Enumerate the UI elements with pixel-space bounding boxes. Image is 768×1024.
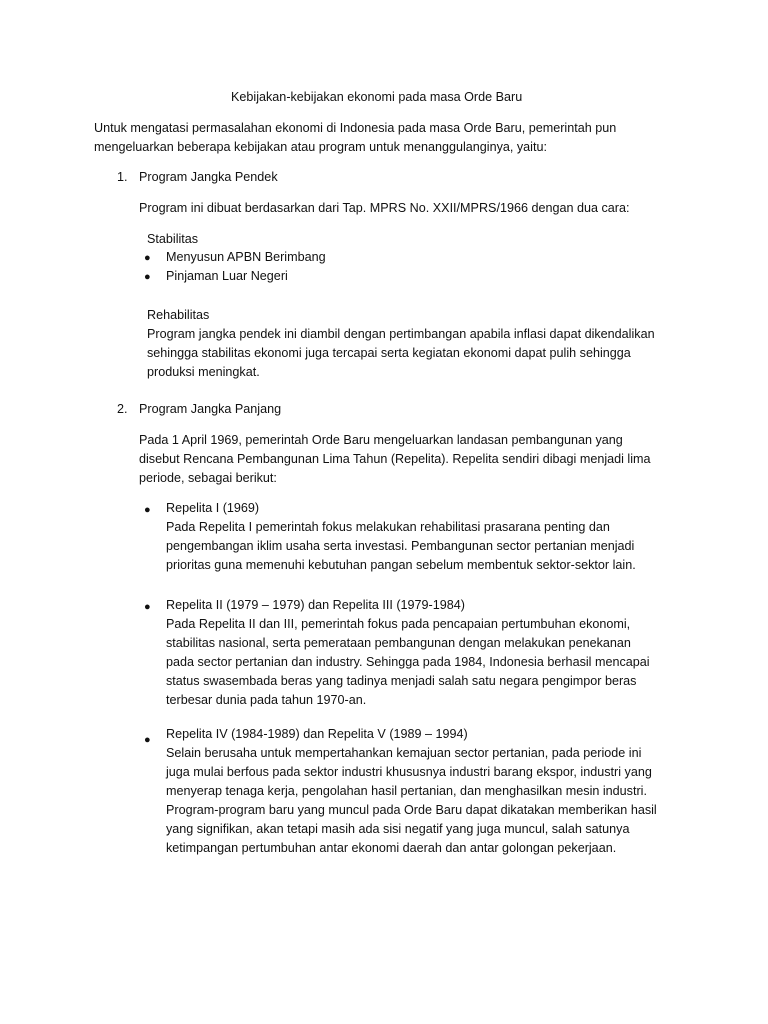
repelita-line: ketimpangan pertumbuhan antar ekonomi daerah dan antar golongan pekerjaan. [166,841,617,855]
section-2-number: 2. [117,402,128,416]
repelita-title: Repelita II (1979 – 1979) dan Repelita III (1979-1984) [166,598,465,612]
bullet-icon: ● [144,734,151,746]
repelita-line: terbesar dunia pada tahun 1970-an. [166,693,367,707]
section-1-heading: Program Jangka Pendek [139,170,278,184]
page-title: Kebijakan-kebijakan ekonomi pada masa Orde Baru [231,90,523,104]
section-2-intro-line: disebut Rencana Pembangunan Lima Tahun (Repelita). Repelita sendiri dibagi menjadi lima [139,452,651,466]
section-2-intro-line: Pada 1 April 1969, pemerintah Orde Baru mengeluarkan landasan pembangunan yang [139,433,623,447]
repelita-line: Program-program baru yang muncul pada Orde Baru dapat dikatakan memberikan hasil [166,803,657,817]
rehabilitas-heading: Rehabilitas [147,308,210,322]
section-1-text: Program ini dibuat berdasarkan dari Tap. MPRS No. XXII/MPRS/1966 dengan dua cara: [139,201,630,215]
repelita-item [166,725,657,858]
intro-paragraph [94,119,616,157]
stabilitas-heading: Stabilitas [147,232,199,246]
repelita-line: juga mulai berfous pada sektor industri khususnya industri barang ekspor, industri yang [166,765,652,779]
rehabilitas-line: produksi meningkat. [147,365,260,379]
stabilitas-item: Menyusun APBN Berimbang [166,250,326,264]
repelita-item [166,596,650,710]
section-2-intro [139,431,651,488]
repelita-line: stabilitas nasional, serta pemerataan pembangunan dengan melakukan penekanan [166,636,631,650]
section-2-heading: Program Jangka Panjang [139,402,282,416]
intro-line: Untuk mengatasi permasalahan ekonomi di Indonesia pada masa Orde Baru, pemerintah pun [94,121,617,135]
repelita-line: Selain berusaha untuk mempertahankan kemajuan sector pertanian, pada periode ini [166,746,642,760]
repelita-line: prioritas guna memenuhi kebutuhan pangan sebelum membentuk sektor-sektor lain. [166,558,636,572]
stabilitas-item: Pinjaman Luar Negeri [166,269,288,283]
repelita-line: Pada Repelita II dan III, pemerintah fokus pada pencapaian pertumbuhan ekonomi, [166,617,631,631]
bullet-icon: ● [144,271,151,283]
section-1-number: 1. [117,170,128,184]
repelita-line: status swasembada beras yang tadinya menjadi salah satu negara pengimpor beras [166,674,637,688]
bullet-icon: ● [144,252,151,264]
repelita-line: pada sector pertanian dan industry. Sehingga pada 1984, Indonesia berhasil mencapai [166,655,650,669]
rehabilitas-paragraph [147,325,655,382]
repelita-line: menyerap tenaga kerja, pengolahan hasil pertanian, dan menghasilkan mesin industri. [166,784,647,798]
bullet-icon: ● [144,601,151,613]
rehabilitas-line: sehingga stabilitas ekonomi juga tercapai serta kegiatan ekonomi dapat pulih sehingga [147,346,631,360]
bullet-icon: ● [144,504,151,516]
repelita-item [166,499,636,575]
repelita-title: Repelita I (1969) [166,501,260,515]
repelita-line: pengembangan iklim usaha serta investasi. Pembangunan sector pertanian menjadi [166,539,635,553]
repelita-title: Repelita IV (1984-1989) dan Repelita V (1989 – 1994) [166,727,468,741]
repelita-line: yang signifikan, akan tetapi masih ada sisi negatif yang juga muncul, salah satunya [166,822,630,836]
intro-line: mengeluarkan beberapa kebijakan atau program untuk menanggulanginya, yaitu: [94,140,547,154]
section-2-intro-line: periode, sebagai berikut: [139,471,277,485]
repelita-line: Pada Repelita I pemerintah fokus melakukan rehabilitasi prasarana penting dan [166,520,610,534]
rehabilitas-line: Program jangka pendek ini diambil dengan pertimbangan apabila inflasi dapat dikendalikan [147,327,655,341]
